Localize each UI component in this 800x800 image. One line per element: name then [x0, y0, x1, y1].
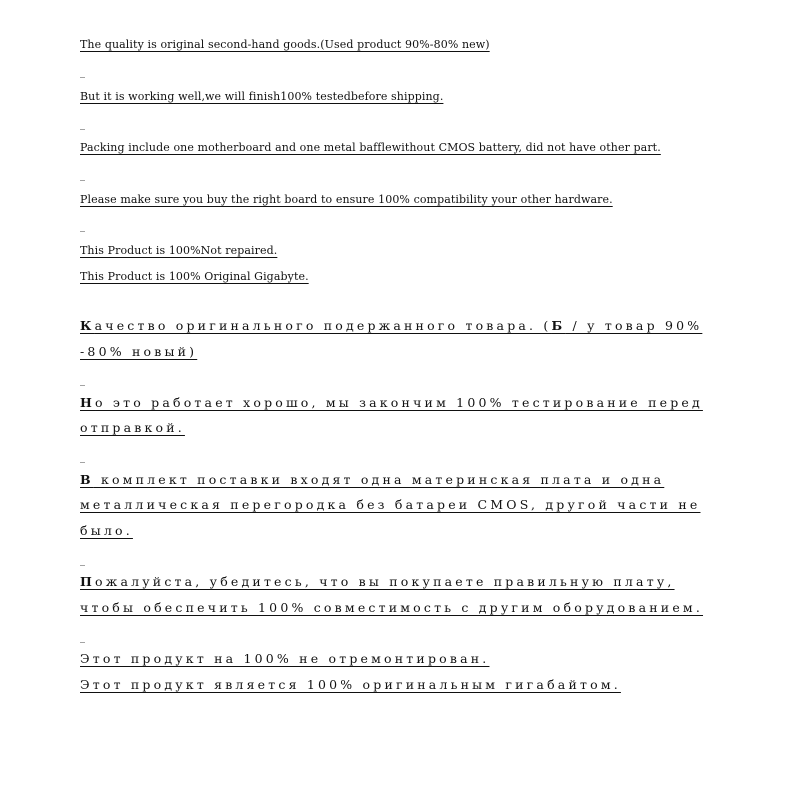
en-testing-line: But it is working well,we will finish100% testedbefore shipping.	[80, 90, 444, 103]
ru-packing-line-3: было.	[80, 523, 133, 538]
ru-quality-line-2: -80% новый)	[80, 344, 198, 359]
ru-compatibility-line-2: чтобы обеспечить 100% совместимость с другим оборудованием.	[80, 600, 704, 615]
ru-testing-line-1	[80, 395, 703, 410]
en-packing-line: Packing include one motherboard and one metal bafflewithout CMOS battery, did not have other part.	[80, 141, 661, 154]
ru-packing-line-1	[80, 472, 664, 487]
separator: _	[80, 632, 85, 643]
separator: _	[80, 221, 85, 232]
en-not-repaired-line: This Product is 100%Not repaired.	[80, 244, 278, 257]
separator: _	[80, 67, 85, 78]
separator: _	[80, 119, 85, 130]
text: комплект поставки входят одна материнская плата и одна	[93, 472, 665, 487]
initial-letter: Н	[80, 395, 96, 410]
ru-testing-line-2: отправкой.	[80, 420, 185, 435]
initial-letter: П	[80, 574, 96, 589]
ru-packing-line-2: металлическая перегородка без батареи CMOS, другой части не	[80, 497, 701, 512]
ru-original-line: Этот продукт является 100% оригинальным гигабайтом.	[80, 677, 621, 692]
ru-compatibility-line-1	[80, 574, 675, 589]
separator: _	[80, 452, 85, 463]
en-quality-line: The quality is original second-hand goods.(Used product 90%-80% new)	[80, 38, 490, 51]
separator: _	[80, 375, 85, 386]
ru-quality-line-1	[80, 318, 702, 333]
text: о это работает хорошо, мы закончим 100% тестирование перед	[95, 395, 703, 410]
bold-letter: Б	[551, 318, 566, 333]
text: / у товар 90%	[565, 318, 703, 333]
text: ожалуйста, убедитесь, что вы покупаете правильную плату,	[95, 574, 675, 589]
ru-not-repaired-line: Этот продукт на 100% не отремонтирован.	[80, 651, 490, 666]
separator: _	[80, 555, 85, 566]
en-original-line: This Product is 100% Original Gigabyte.	[80, 270, 309, 283]
separator: _	[80, 170, 85, 181]
text: ачество оригинального подержанного товара. (	[94, 318, 552, 333]
initial-letter: В	[80, 472, 94, 487]
en-compatibility-line: Please make sure you buy the right board to ensure 100% compatibility your other hardware.	[80, 193, 613, 206]
initial-letter: К	[80, 318, 95, 333]
